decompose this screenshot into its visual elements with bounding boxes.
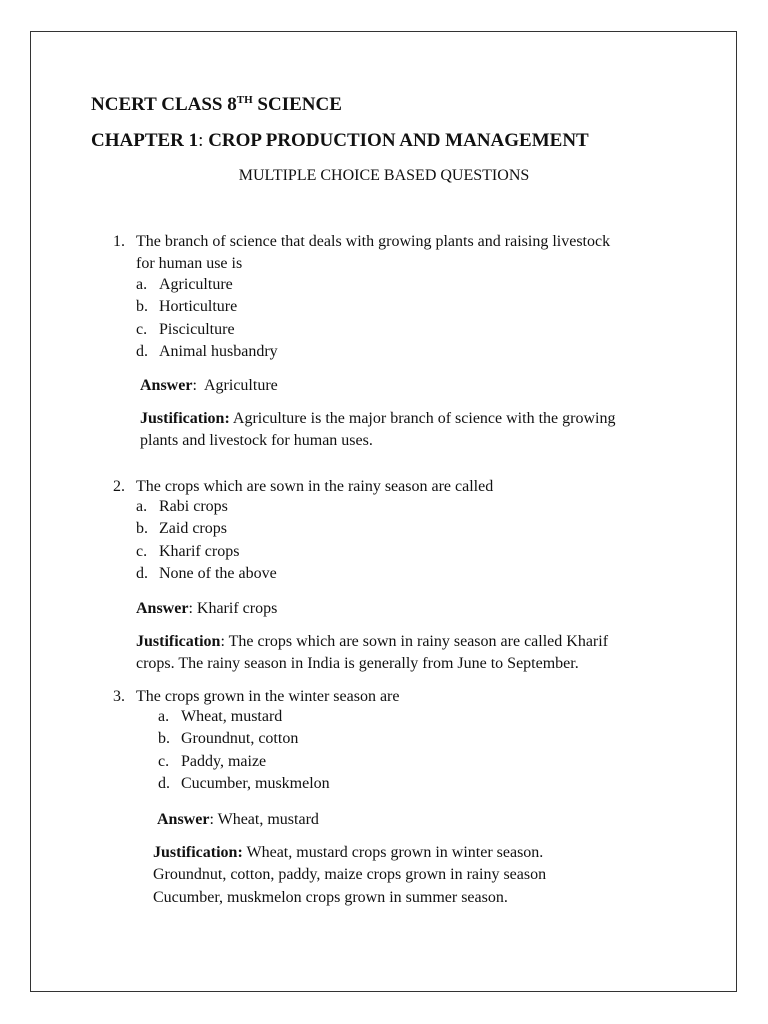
answer-label: Answer: [157, 811, 210, 828]
section-heading: MULTIPLE CHOICE BASED QUESTIONS: [238, 167, 530, 184]
option-text: Cucumber, muskmelon: [181, 775, 330, 793]
question-text: [136, 231, 610, 276]
question-text-line: The crops which are sown in the rainy season are called: [136, 478, 494, 495]
document-title: [91, 95, 342, 114]
justification-1: [140, 408, 720, 453]
option-text: Zaid crops: [159, 520, 227, 538]
option-text: Agriculture: [159, 276, 233, 293]
option-text: Wheat, mustard: [181, 708, 283, 725]
option-item: [136, 321, 278, 343]
justification-text: Agriculture is the major branch of science with the growing: [229, 410, 616, 427]
options-list-2: [136, 498, 277, 588]
option-letter: d.: [158, 775, 170, 793]
answer-1: [140, 375, 278, 397]
option-letter: a.: [136, 276, 148, 293]
justification-text: : The crops which are sown in rainy season are called Kharif: [220, 633, 609, 650]
option-letter: b.: [158, 730, 170, 748]
option-letter: b.: [136, 520, 148, 538]
options-list-1: [136, 276, 278, 366]
justification-line: crops. The rainy season in India is generally from June to September.: [136, 655, 579, 673]
chapter-label: CHAPTER 1: [91, 130, 199, 151]
justification-label: Justification: [136, 633, 221, 650]
option-item: [136, 520, 277, 542]
justification-line: Cucumber, muskmelon crops grown in summer season.: [153, 888, 508, 906]
option-letter: b.: [136, 298, 148, 316]
question-number: 1.: [113, 233, 125, 250]
question-text-line: for human use is: [136, 255, 243, 273]
option-item: [136, 543, 277, 565]
option-item: [158, 708, 330, 730]
justification-2: [136, 631, 726, 676]
answer-label: Answer: [140, 377, 193, 394]
justification-line: plants and livestock for human uses.: [140, 432, 373, 450]
option-item: [158, 730, 330, 752]
option-letter: c.: [136, 542, 148, 560]
option-item: [158, 775, 330, 797]
option-text: None of the above: [159, 565, 277, 583]
answer-3: [157, 809, 319, 831]
option-letter: d.: [136, 343, 148, 361]
answer-text: Wheat, mustard: [217, 811, 319, 828]
option-letter: c.: [158, 752, 170, 770]
justification-text: Wheat, mustard crops grown in winter season.: [242, 844, 544, 861]
option-item: [136, 498, 277, 520]
justification-line: [140, 408, 720, 430]
answer-label: Answer: [136, 600, 189, 617]
chapter-separator: :: [198, 130, 209, 151]
title-superscript: TH: [236, 94, 253, 106]
question-number: 2.: [113, 478, 125, 495]
option-item: [136, 298, 278, 320]
chapter-title: CROP PRODUCTION AND MANAGEMENT: [208, 130, 589, 151]
option-text: Rabi crops: [159, 498, 228, 515]
option-text: Animal husbandry: [159, 343, 278, 361]
option-text: Groundnut, cotton: [181, 730, 299, 748]
option-item: [136, 565, 277, 587]
answer-separator: :: [192, 377, 204, 394]
answer-separator: :: [188, 600, 197, 617]
question-text-line: The crops grown in the winter season are: [136, 688, 400, 705]
answer-separator: :: [209, 811, 218, 828]
title-subject: SCIENCE: [252, 94, 342, 115]
chapter-heading: [91, 131, 589, 150]
option-letter: d.: [136, 565, 148, 583]
option-item: [158, 753, 330, 775]
question-text-line: The branch of science that deals with growing plants and raising livestock: [136, 233, 611, 250]
justification-line: Groundnut, cotton, paddy, maize crops grown in rainy season: [153, 866, 547, 884]
justification-line: [153, 842, 723, 864]
options-list-3: [158, 708, 330, 798]
title-text: NCERT CLASS 8: [91, 94, 237, 115]
justification-3: [153, 842, 723, 909]
question-text: [136, 686, 399, 708]
option-item: [136, 276, 278, 298]
option-text: Kharif crops: [159, 542, 240, 560]
option-letter: a.: [158, 708, 170, 725]
question-number: 3.: [113, 688, 125, 705]
answer-text: Kharif crops: [196, 600, 278, 617]
question-text: [136, 476, 493, 498]
answer-2: [136, 598, 277, 620]
justification-label: Justification:: [153, 844, 243, 861]
justification-label: Justification:: [140, 410, 230, 427]
option-text: Pisciculture: [159, 320, 235, 338]
justification-line: [136, 631, 726, 653]
option-item: [136, 343, 278, 365]
option-letter: a.: [136, 498, 148, 515]
option-text: Horticulture: [159, 298, 238, 316]
option-text: Paddy, maize: [181, 752, 267, 770]
option-letter: c.: [136, 320, 148, 338]
answer-text: Agriculture: [204, 377, 278, 394]
